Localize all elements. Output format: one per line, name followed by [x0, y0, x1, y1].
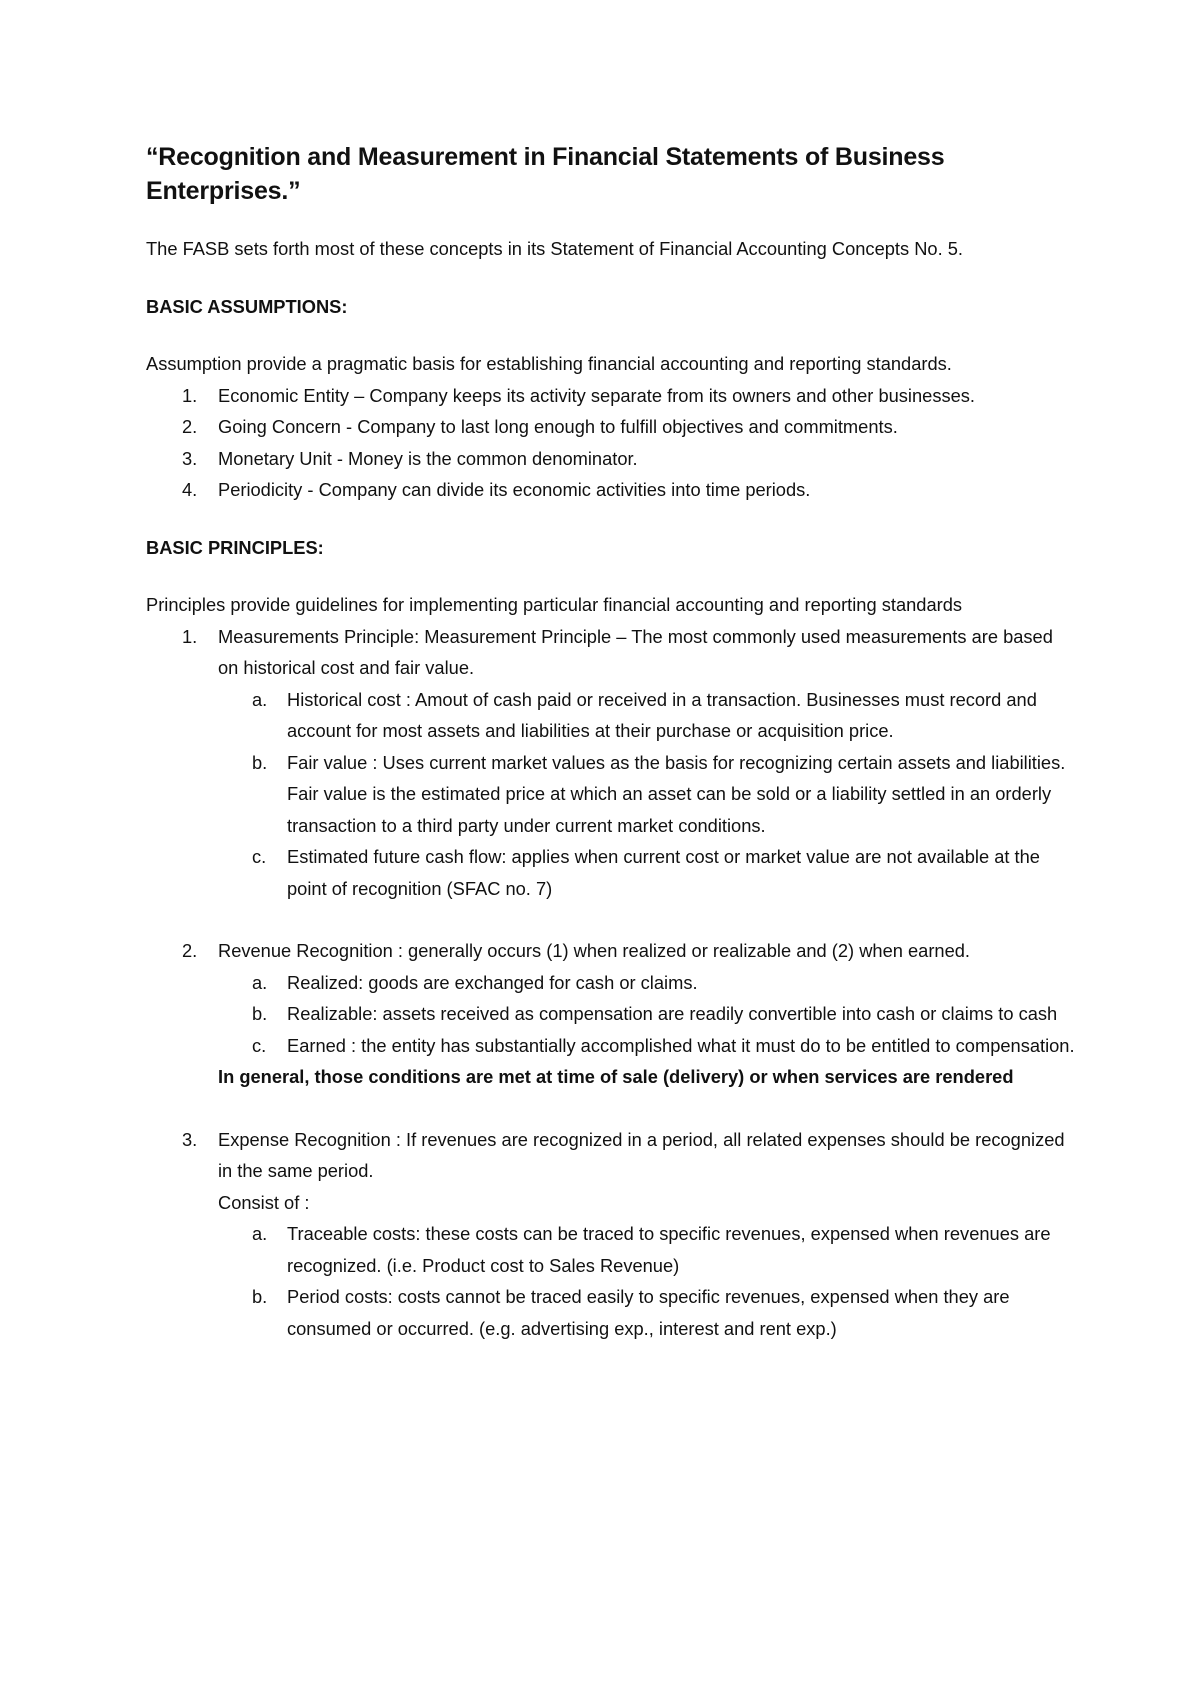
sub-list-item: [146, 1030, 1076, 1062]
list-item: [146, 474, 1076, 506]
list-item: [146, 380, 1076, 412]
principle-item-measurement: [146, 621, 1076, 905]
revenue-note: In general, those conditions are met at time of sale (delivery) or when services are rendered: [218, 1066, 1014, 1087]
sub-list-letter: a.: [252, 971, 268, 993]
principles-heading: BASIC PRINCIPLES:: [146, 536, 324, 558]
sub-list-item: [146, 747, 1076, 842]
sub-list-letter: b.: [252, 1286, 268, 1307]
principles-lead: Principles provide guidelines for implementing particular financial accounting and reporting standards: [146, 594, 963, 615]
list-number: 1.: [182, 384, 198, 406]
sub-list-letter: b.: [252, 751, 268, 773]
sub-list: [146, 967, 1076, 1062]
sub-list-item: [146, 684, 1076, 747]
list-item-text: Monetary Unit - Money is the common denominator.: [218, 447, 638, 469]
principles-list: [146, 621, 1076, 1345]
sub-list-text: Realizable: assets received as compensation are readily convertible into cash or claims to cash: [287, 1003, 1058, 1024]
title-line-1: “Recognition and Measurement in Financial Statements of Business: [146, 143, 945, 171]
list-item-text: Going Concern - Company to last long enough to fulfill objectives and commitments.: [218, 416, 898, 437]
sub-list-letter: a.: [252, 688, 268, 710]
intro-paragraph: The FASB sets forth most of these concepts in its Statement of Financial Accounting Concepts No. 5.: [146, 238, 963, 259]
principle-item-revenue: [146, 935, 1076, 1093]
list-item-text: Economic Entity – Company keeps its activity separate from its owners and other businesses.: [218, 384, 975, 406]
title-line-2: Enterprises.”: [146, 177, 301, 205]
list-item: [146, 443, 1076, 475]
consist-of-label: Consist of :: [218, 1191, 310, 1213]
sub-list-text: Realized: goods are exchanged for cash or claims.: [287, 971, 698, 993]
list-item-text: Periodicity - Company can divide its economic activities into time periods.: [218, 479, 811, 500]
assumptions-heading: BASIC ASSUMPTIONS:: [146, 295, 348, 317]
assumptions-lead: Assumption provide a pragmatic basis for establishing financial accounting and reporting standards.: [146, 353, 952, 374]
sub-list-item: [146, 998, 1076, 1030]
sub-list-item: [146, 1281, 1076, 1344]
sub-list-letter: c.: [252, 1034, 267, 1056]
sub-list-text: Fair value : Uses current market values as the basis for recognizing certain assets and liabilities. Fair value is the estimated price at which an asset can be sold or a liability settled in an orderly transaction to a third party under current market conditions.: [287, 751, 1066, 836]
sub-list-item: [146, 841, 1076, 904]
list-item-text: Expense Recognition : If revenues are recognized in a period, all related expenses should be recognized in the same period.: [218, 1128, 1065, 1181]
sub-list-letter: c.: [252, 846, 267, 867]
sub-list-text: Estimated future cash flow: applies when current cost or market value are not available at the point of recognition (SFAC no. 7): [287, 846, 1040, 899]
sub-list: [146, 1218, 1076, 1344]
sub-list-item: [146, 1218, 1076, 1281]
list-number: 1.: [182, 625, 198, 647]
list-item-text: Measurements Principle: Measurement Principle – The most commonly used measurements are based on historical cost and fair value.: [218, 625, 1053, 678]
list-number: 2.: [182, 940, 198, 961]
sub-list-letter: b.: [252, 1003, 268, 1024]
assumptions-list: [146, 380, 1076, 506]
list-number: 3.: [182, 447, 198, 469]
list-number: 3.: [182, 1128, 198, 1150]
sub-list: [146, 684, 1076, 905]
sub-list-text: Earned : the entity has substantially accomplished what it must do to be entitled to compensation.: [287, 1034, 1075, 1056]
list-item-text: Revenue Recognition : generally occurs (1) when realized or realizable and (2) when earned.: [218, 940, 970, 961]
sub-list-letter: a.: [252, 1223, 268, 1244]
sub-list-item: [146, 967, 1076, 999]
sub-list-text: Historical cost : Amout of cash paid or received in a transaction. Businesses must record and account for most assets and liabilities at their purchase or acquisition price.: [287, 688, 1037, 741]
list-item: [146, 411, 1076, 443]
document-title: [146, 140, 1076, 208]
list-number: 2.: [182, 416, 198, 437]
document-page: [146, 140, 1076, 1344]
principle-item-expense: [146, 1124, 1076, 1345]
sub-list-text: Traceable costs: these costs can be traced to specific revenues, expensed when revenues are recognized. (i.e. Product cost to Sales Revenue): [287, 1223, 1051, 1276]
list-number: 4.: [182, 479, 198, 500]
sub-list-text: Period costs: costs cannot be traced easily to specific revenues, expensed when they are consumed or occurred. (e.g. advertising exp., interest and rent exp.): [287, 1286, 1010, 1339]
